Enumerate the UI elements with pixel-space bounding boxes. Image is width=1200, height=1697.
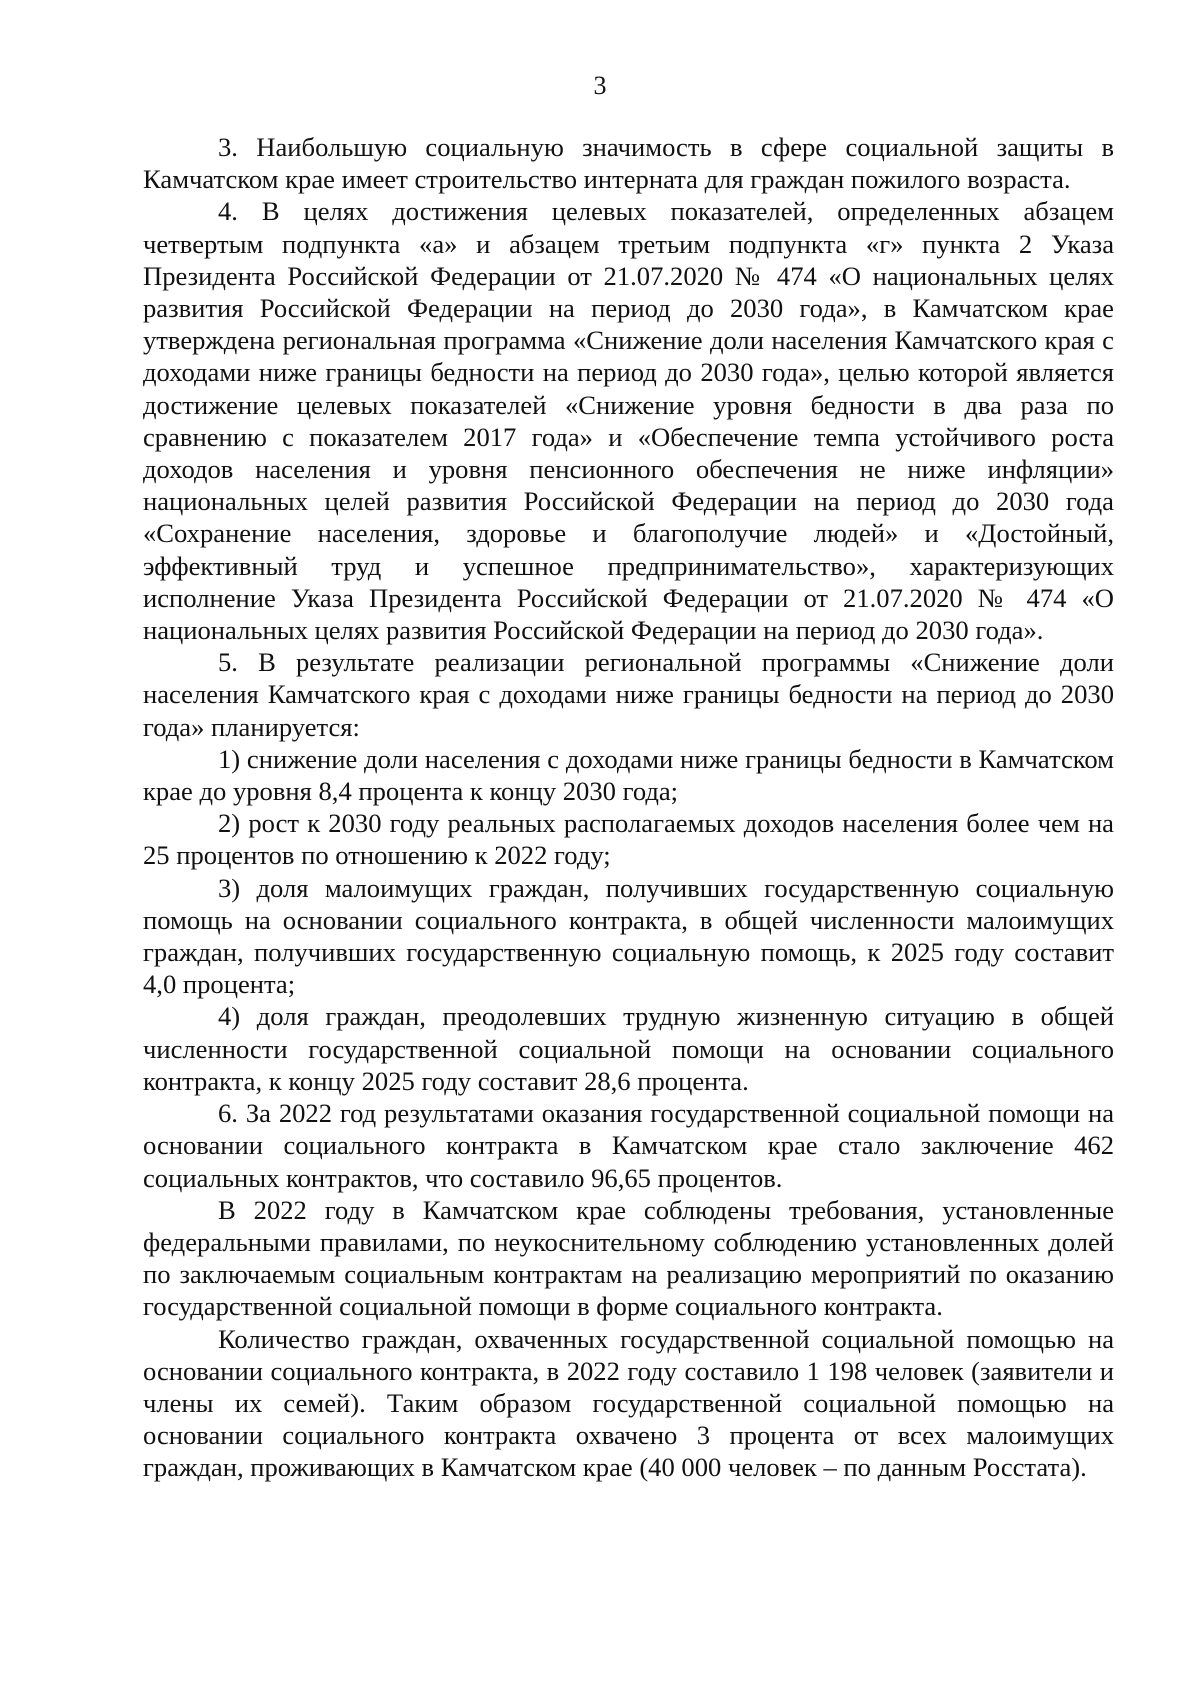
list-item-5-2: 2) рост к 2030 году реальных располагаемых доходов населения более чем на 25 процентов по отношению к 2022 году; bbox=[143, 808, 1114, 871]
list-item-5-1: 1) снижение доли населения с доходами ниже границы бедности в Камчатском крае до уровня 8,4 процента к концу 2030 года; bbox=[143, 743, 1114, 807]
paragraph-requirements: В 2022 году в Камчатском крае соблюдены требования, установленные федеральными правилами, по неукоснительному соблюдению установленных долей по заключаемым социальным контрактам на реализацию мероприятий по оказанию государственной социальной помощи в форме социального контракта. bbox=[143, 1194, 1114, 1322]
document-body bbox=[143, 131, 1114, 1484]
paragraph-item-3: 3. Наибольшую социальную значимость в сфере социальной защиты в Камчатском крае имеет строительство интерната для граждан пожилого возраста. bbox=[143, 132, 1114, 195]
paragraph-item-5: 5. В результате реализации региональной программы «Снижение доли населения Камчатского края с доходами ниже границы бедности на период до 2030 года» планируется: bbox=[143, 647, 1114, 742]
list-item-5-3: 3) доля малоимущих граждан, получивших государственную социальную помощь на основании социального контракта, в общей численности малоимущих граждан, получивших государственную социальную помощь, к 2025 году составит 4,0 процента; bbox=[143, 872, 1114, 1000]
list-item-5-4: 4) доля граждан, преодолевших трудную жизненную ситуацию в общей численности государственной социальной помощи на основании социального контракта, к концу 2025 году составит 28,6 процента. bbox=[143, 1001, 1114, 1096]
page-number: 3 bbox=[593, 71, 607, 100]
paragraph-coverage: Количество граждан, охваченных государственной социальной помощью на основании социального контракта, в 2022 году составило 1 198 человек (заявители и члены их семей). Таким образом государственной социальной помощью на основании социального контракта охвачено 3 процента от всех малоимущих граждан, проживающих в Камчатском крае (40 000 человек – по данным Росстата). bbox=[143, 1323, 1114, 1483]
paragraph-item-6: 6. За 2022 год результатами оказания государственной социальной помощи на основании социального контракта в Камчатском крае стало заключение 462 социальных контрактов, что составило 96,65 процентов. bbox=[143, 1098, 1114, 1193]
paragraph-item-4: 4. В целях достижения целевых показателей, определенных абзацем четвертым подпункта «а» и абзацем третьим подпункта «г» пункта 2 Указа Президента Российской Федерации от 21.07.2020 № 474 «О национальных целях развития Российской Федерации на период до 2030 года», в Камчатском крае утверждена региональная программа «Снижение доли населения Камчатского края с доходами ниже границы бедности на период до 2030 года», целью которой является достижение целевых показателей «Снижение уровня бедности в два раза по сравнению с показателем 2017 года» и «Обеспечение темпа устойчивого роста доходов населения и уровня пенсионного обеспечения не ниже инфляции» национальных целей развития Российской Федерации на период до 2030 года «Сохранение населения, здоровье и благополучие людей» и «Достойный, эффективный труд и успешное предпринимательство», характеризующих исполнение Указа Президента Российской Федерации от 21.07.2020 № 474 «О национальных целях развития Российской Федерации на период до 2030 года». bbox=[143, 196, 1114, 646]
